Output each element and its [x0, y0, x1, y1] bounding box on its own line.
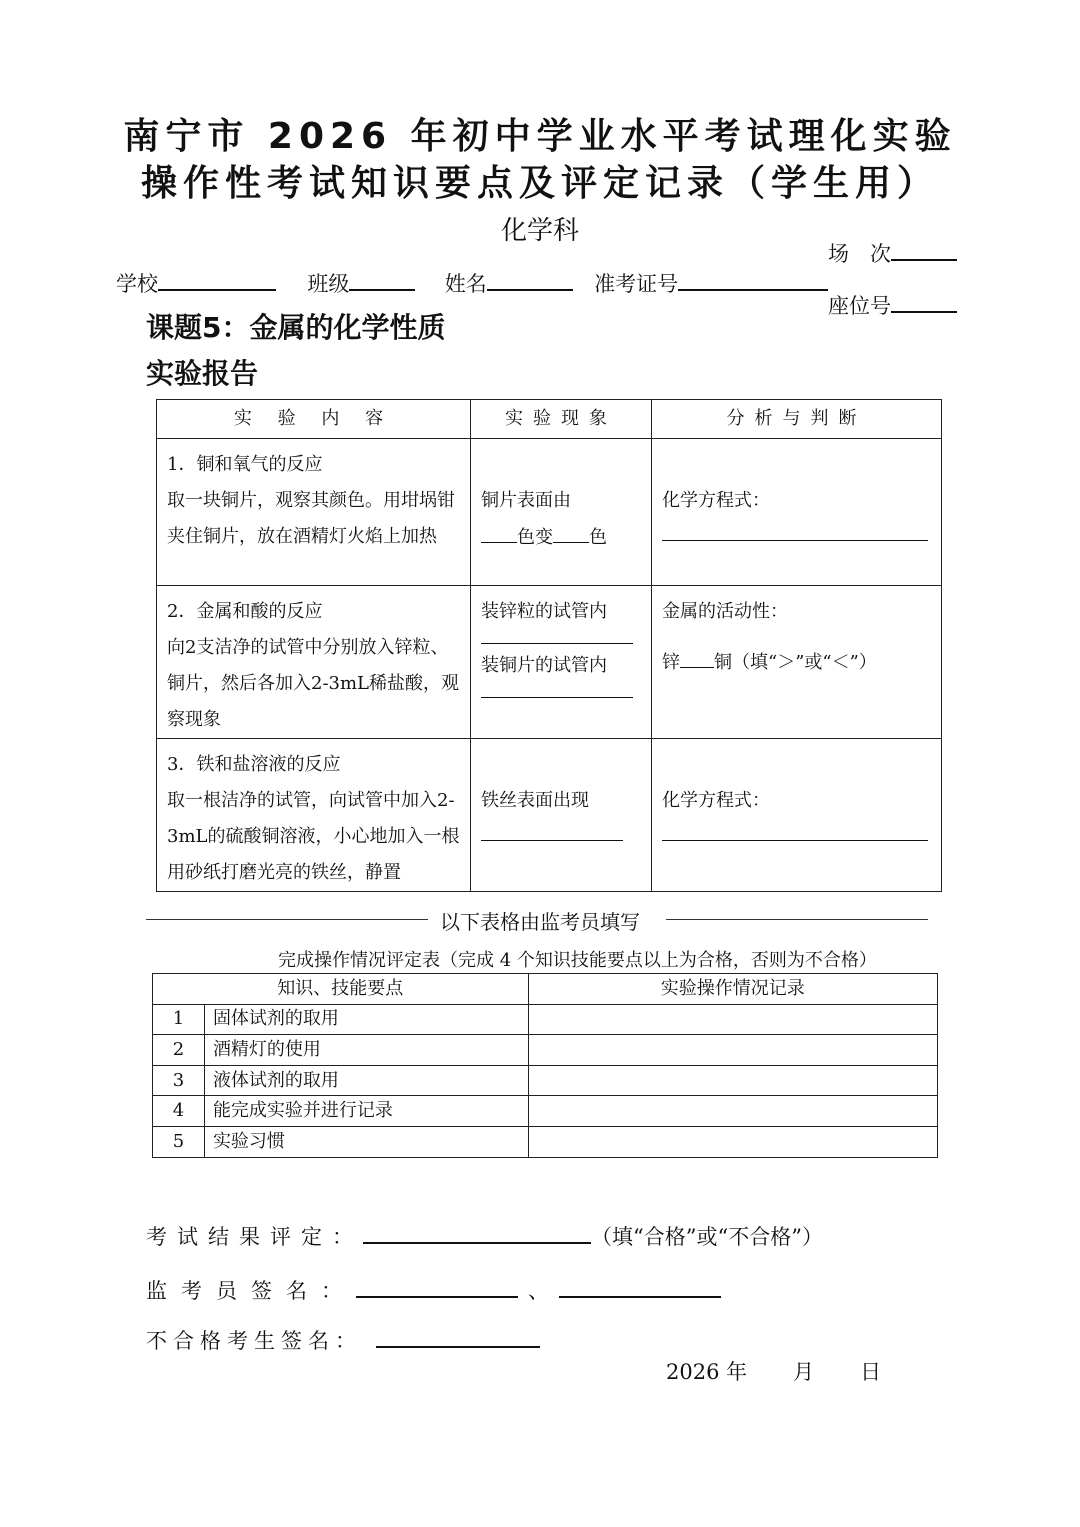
- exp2-title: 2．金属和酸的反应: [167, 601, 323, 622]
- topic-heading: 课题5：金属的化学性质: [146, 311, 446, 344]
- eval-row-num: 5: [153, 1126, 205, 1157]
- date-year: 2026 年: [666, 1360, 748, 1384]
- date-day: 日: [860, 1360, 882, 1384]
- exp2-analysis-label: 金属的活动性：: [662, 601, 788, 622]
- eval-row-num: 3: [153, 1065, 205, 1096]
- exp2-zinc-blank[interactable]: [481, 630, 633, 644]
- report-row-2: [157, 586, 942, 739]
- result-label: 考试结果评定：: [146, 1225, 363, 1249]
- eval-row-record-cell[interactable]: [528, 1065, 937, 1096]
- eval-row-2: [153, 1035, 938, 1066]
- seat-blank[interactable]: [891, 291, 957, 313]
- exam-no-label: 准考证号: [594, 272, 679, 296]
- exp2-compare-zinc: 锌: [662, 652, 680, 673]
- exp1-color-change: 色变: [517, 527, 554, 548]
- report-table: [156, 399, 942, 892]
- eval-row-point: 酒精灯的使用: [204, 1035, 528, 1066]
- school-label: 学校: [116, 272, 158, 296]
- session-label: 场 次: [828, 242, 891, 266]
- name-label: 姓名: [444, 272, 487, 296]
- examiner-blank-2[interactable]: [559, 1274, 721, 1298]
- date-month: 月: [793, 1360, 815, 1384]
- report-header-phenomenon: 实验现象: [471, 400, 652, 439]
- exp1-analysis-label: 化学方程式：: [662, 490, 770, 511]
- report-header-content: 实 验 内 容: [157, 400, 471, 439]
- date-row: [666, 1356, 881, 1386]
- exp1-color-to-blank[interactable]: [553, 519, 589, 543]
- eval-row-record-cell[interactable]: [528, 1004, 937, 1035]
- result-blank[interactable]: [363, 1220, 591, 1244]
- session-blank[interactable]: [891, 239, 957, 261]
- result-row: [146, 1220, 823, 1251]
- student-info-row: [116, 268, 828, 298]
- exp2-compare-blank[interactable]: [680, 644, 714, 668]
- school-blank[interactable]: [158, 269, 276, 291]
- exp3-title: 3．铁和盐溶液的反应: [167, 754, 341, 775]
- eval-row-num: 4: [153, 1096, 205, 1127]
- eval-row-point: 液体试剂的取用: [204, 1065, 528, 1096]
- examiner-row: [146, 1274, 721, 1305]
- exp3-phenomenon-blank[interactable]: [481, 819, 623, 841]
- eval-row-point: 实验习惯: [204, 1126, 528, 1157]
- class-blank[interactable]: [349, 269, 415, 291]
- eval-row-4: [153, 1096, 938, 1127]
- fail-sign-label: 不合格考生签名：: [146, 1329, 362, 1353]
- eval-row-num: 1: [153, 1004, 205, 1035]
- exp1-equation-blank[interactable]: [662, 519, 928, 541]
- divider-left: [146, 919, 428, 920]
- eval-caption: 完成操作情况评定表（完成 4 个知识技能要点以上为合格，否则为不合格）: [278, 950, 877, 971]
- name-blank[interactable]: [487, 269, 573, 291]
- exp2-compare-copper: 铜（填“＞”或“＜”）: [714, 652, 877, 673]
- seat-label: 座位号: [828, 294, 891, 318]
- exp3-phenomenon: 铁丝表面出现: [481, 790, 590, 811]
- session-field[interactable]: [828, 238, 957, 268]
- exam-no-blank[interactable]: [678, 269, 828, 291]
- divider-text: 以下表格由监考员填写: [440, 910, 640, 934]
- fail-sign-row: [146, 1324, 540, 1355]
- report-header-row: [157, 400, 942, 439]
- seat-field[interactable]: [828, 290, 957, 320]
- eval-row-record-cell[interactable]: [528, 1035, 937, 1066]
- exp2-zinc-tube: 装锌粒的试管内: [481, 601, 608, 622]
- eval-row-1: [153, 1004, 938, 1035]
- exp2-copper-tube: 装铜片的试管内: [481, 655, 608, 676]
- eval-row-point: 固体试剂的取用: [204, 1004, 528, 1035]
- divider-right: [666, 919, 928, 920]
- exp1-color-suffix: 色: [589, 527, 608, 548]
- report-header-analysis: 分析与判断: [652, 400, 942, 439]
- subject-heading: 化学科: [500, 216, 579, 246]
- report-row-1: [157, 439, 942, 586]
- exp2-desc: 向2支洁净的试管中分别放入锌粒、铜片，然后各加入2-3mL稀盐酸，观察现象: [167, 637, 460, 730]
- report-row-3: [157, 739, 942, 892]
- exp2-copper-blank[interactable]: [481, 684, 633, 698]
- eval-table: [152, 973, 938, 1158]
- eval-header-points: 知识、技能要点: [153, 974, 529, 1005]
- examiner-separator: 、: [528, 1279, 549, 1303]
- exp1-phenomenon: 铜片表面由: [481, 490, 572, 511]
- result-hint: （填“合格”或“不合格”）: [591, 1225, 823, 1249]
- eval-header-record: 实验操作情况记录: [528, 974, 937, 1005]
- eval-row-num: 2: [153, 1035, 205, 1066]
- page-title-line2: 操作性考试知识要点及评定记录（学生用）: [140, 163, 939, 204]
- page-title-line1: 南宁市 2026 年初中学业水平考试理化实验: [123, 116, 957, 157]
- class-label: 班级: [307, 272, 350, 296]
- eval-row-record-cell[interactable]: [528, 1096, 937, 1127]
- report-heading: 实验报告: [146, 357, 259, 390]
- eval-row-5: [153, 1126, 938, 1157]
- exp3-analysis-label: 化学方程式：: [662, 790, 770, 811]
- eval-row-3: [153, 1065, 938, 1096]
- exp1-color-from-blank[interactable]: [481, 519, 517, 543]
- examiner-label: 监考员签名：: [146, 1279, 356, 1303]
- exp3-equation-blank[interactable]: [662, 819, 928, 841]
- exp3-desc: 取一根洁净的试管，向试管中加入2-3mL的硫酸铜溶液，小心地加入一根用砂纸打磨光亮的铁丝，静置: [167, 790, 460, 883]
- exp1-title: 1．铜和氧气的反应: [167, 454, 323, 475]
- eval-header-row: [153, 974, 938, 1005]
- examiner-blank-1[interactable]: [356, 1274, 518, 1298]
- eval-row-record-cell[interactable]: [528, 1126, 937, 1157]
- eval-row-point: 能完成实验并进行记录: [204, 1096, 528, 1127]
- exp1-desc: 取一块铜片，观察其颜色。用坩埚钳夹住铜片，放在酒精灯火焰上加热: [167, 490, 455, 547]
- fail-sign-blank[interactable]: [376, 1324, 540, 1348]
